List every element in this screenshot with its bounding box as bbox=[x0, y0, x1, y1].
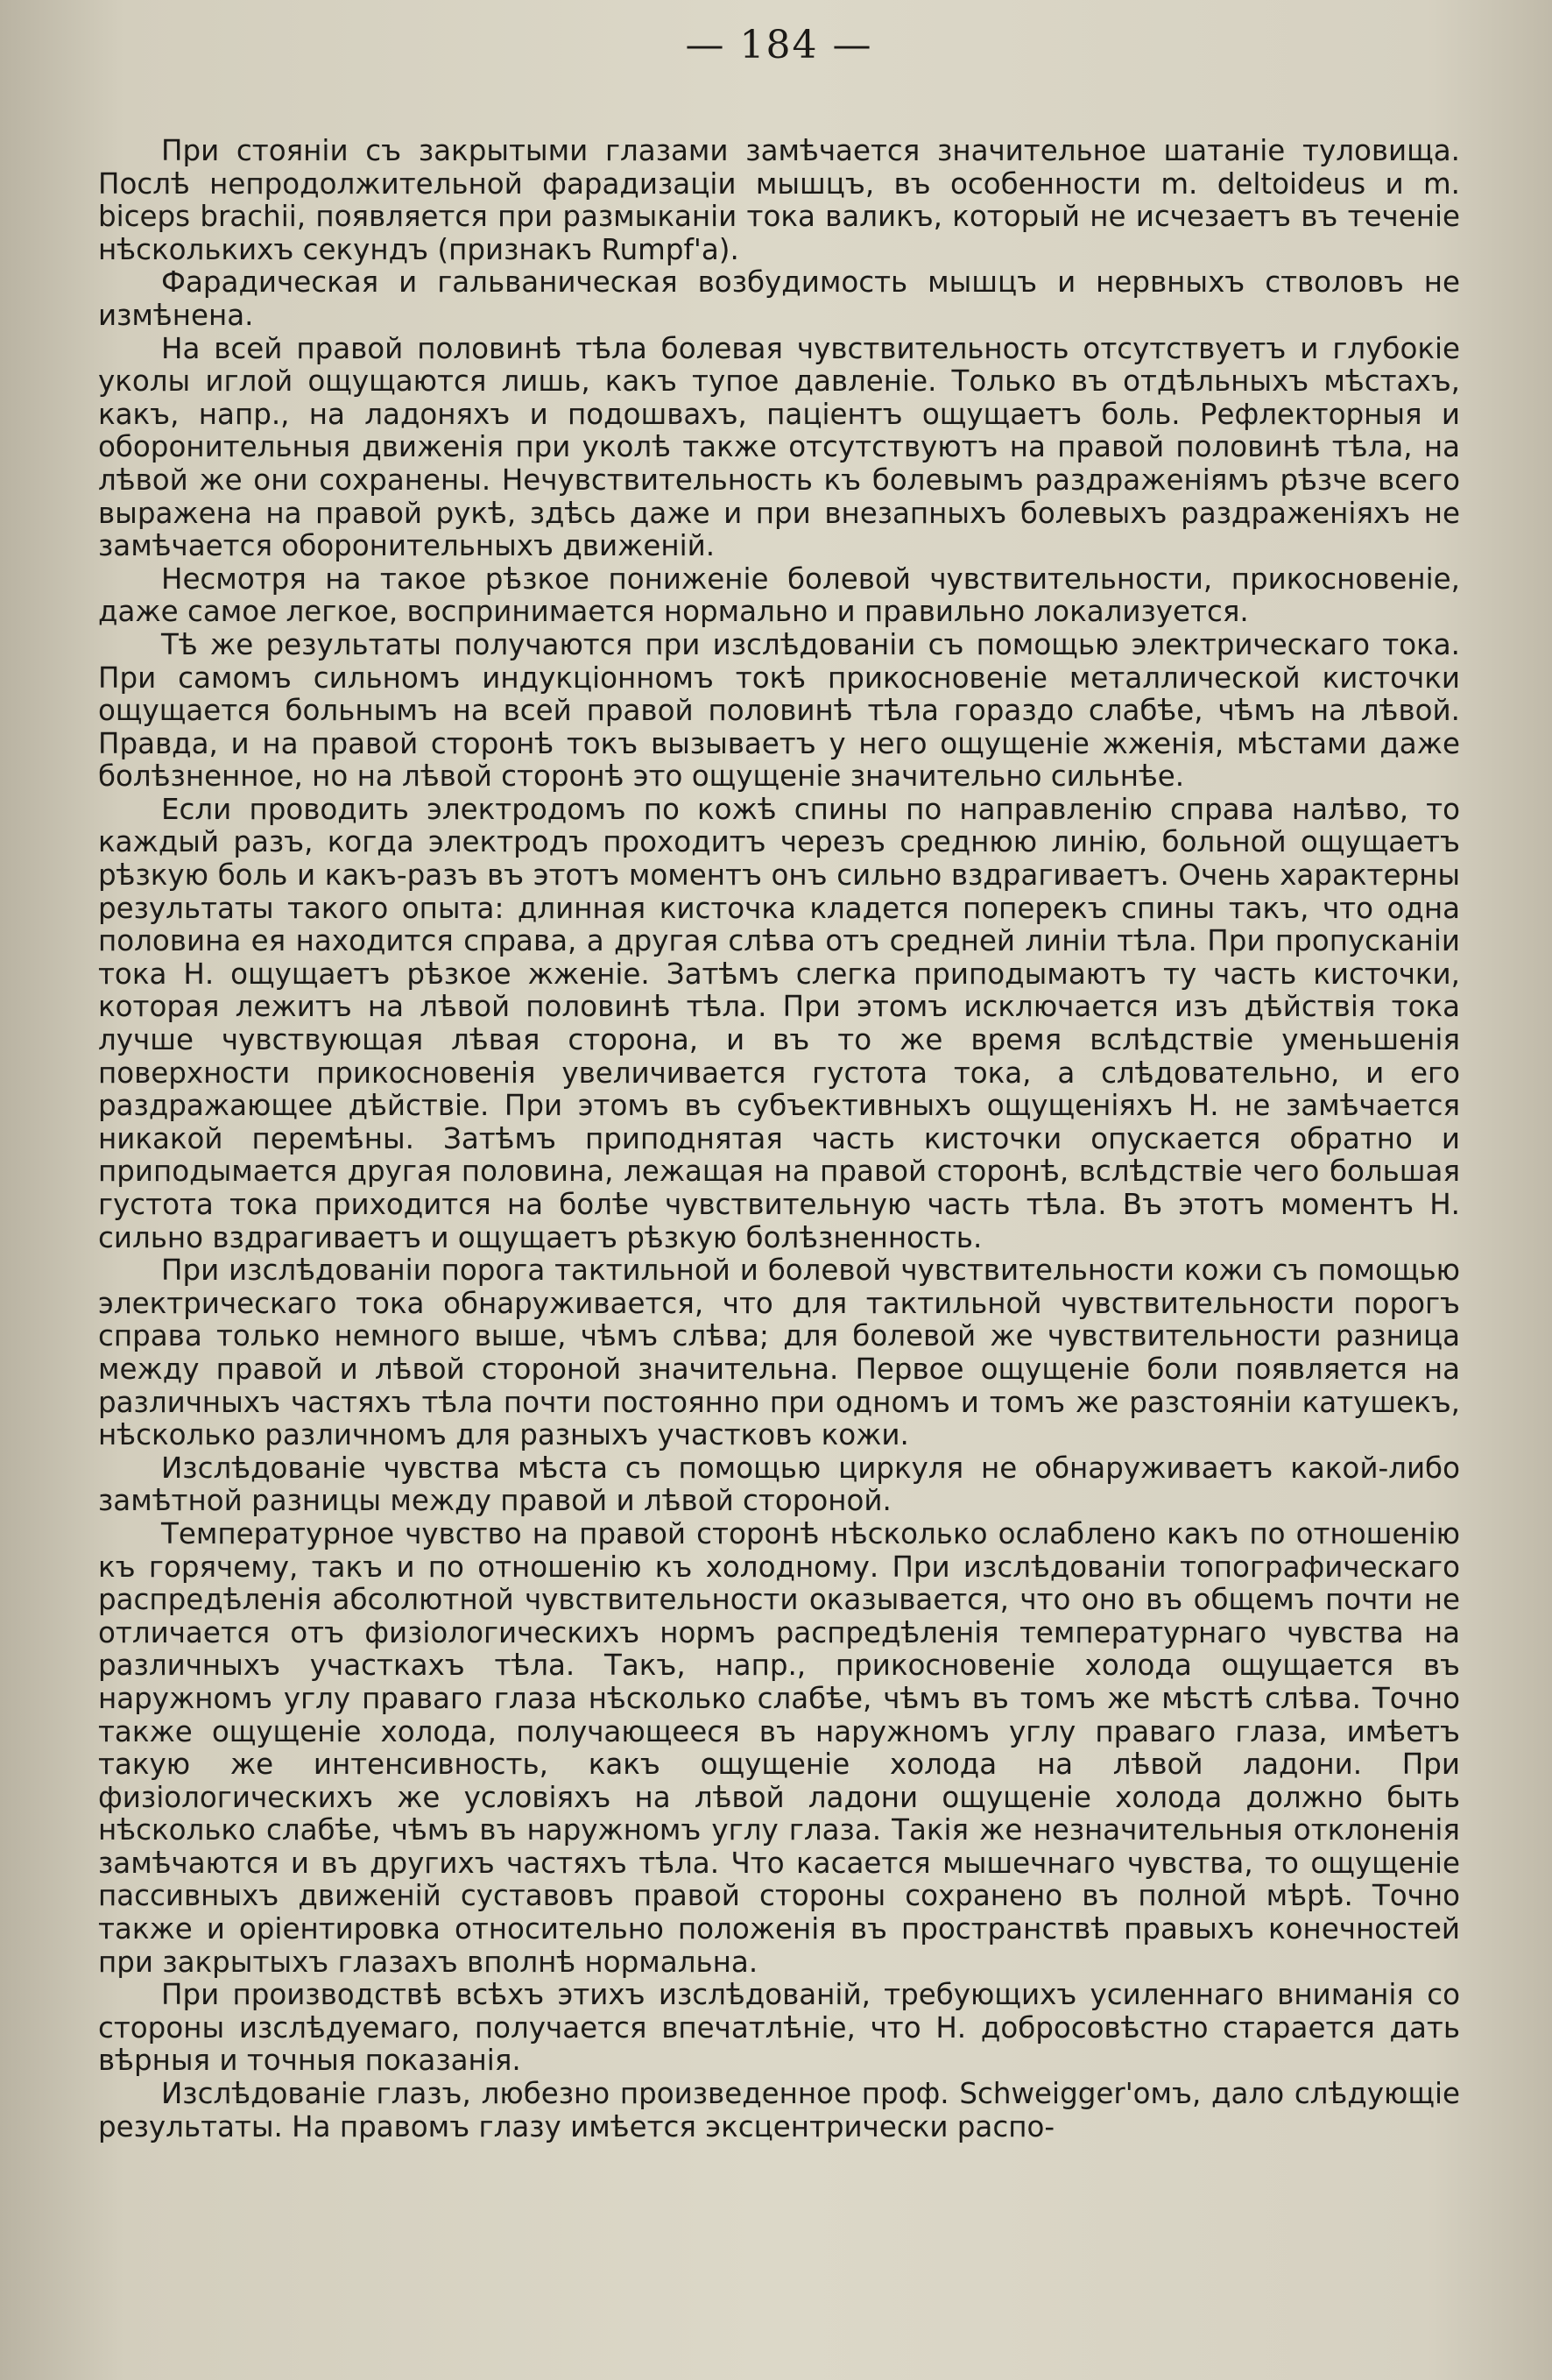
page-number: — 184 — bbox=[685, 23, 873, 67]
paragraph-4: Несмотря на такое рѣзкое пониженiе болевой чувствительности, прикосновенiе, даже самое легкое, воспринимается нормально и правильно локализуется. bbox=[98, 561, 1460, 629]
paragraph-1: При стоянiи съ закрытыми глазами замѣчается значительное шатанiе туловища. Послѣ непродолжительной фарадизацiи мышцъ, въ особенности m. deltoideus и m. biceps brachii, появляется при размыканiи тока валикъ, который не исчезаетъ въ теченiе нѣсколькихъ секундъ (признакъ Rumpf'a). bbox=[98, 134, 1460, 266]
paragraph-7: При изслѣдованiи порога тактильной и болевой чувствительности кожи съ помощью электрическаго тока обнаруживается, что для тактильной чувствительности порогъ справа только немного выше, чѣмъ слѣва; для болевой же чувствительности разница между правой и лѣвой стороной значительна. Первое ощущенiе боли появляется на различныхъ частяхъ тѣла почти постоянно при одномъ и томъ же разстоянiи катушекъ, нѣсколько различномъ для разныхъ участковъ кожи. bbox=[98, 1254, 1460, 1452]
paragraph-10: При производствѣ всѣхъ этихъ изслѣдованiй, требующихъ усиленнаго вниманiя со стороны изслѣдуемаго, получается впечатлѣнiе, что Н. добросовѣстно старается дать вѣрныя и точныя показанiя. bbox=[98, 1978, 1460, 2078]
paragraph-5: Тѣ же результаты получаются при изслѣдованiи съ помощью электрическаго тока. При самомъ сильномъ индукцiонномъ токѣ прикосновенiе металлической кисточки ощущается больнымъ на всей правой половинѣ тѣла гораздо слабѣе, чѣмъ на лѣвой. Правда, и на правой сторонѣ токъ вызываетъ у него ощущенiе жженiя, мѣстами даже болѣзненное, но на лѣвой сторонѣ это ощущенiе значительно сильнѣе. bbox=[98, 627, 1460, 794]
paragraph-11: Изслѣдованiе глазъ, любезно произведенное проф. Schweigger'омъ, дало слѣдующiе результаты. На правомъ глазу имѣется эксцентрически распо- bbox=[98, 2077, 1460, 2143]
body-text bbox=[98, 135, 1460, 2143]
paragraph-3: На всей правой половинѣ тѣла болевая чувствительность отсутствуетъ и глубокiе уколы иглой ощущаются лишь, какъ тупое давленiе. Только въ отдѣльныхъ мѣстахъ, какъ, напр., на ладоняхъ и подошвахъ, пацiентъ ощущаетъ боль. Рефлекторныя и оборонительныя движенiя при уколѣ также отсутствуютъ на правой половинѣ тѣла, на лѣвой же они сохранены. Нечувствительность къ болевымъ раздраженiямъ рѣзче всего выражена на правой рукѣ, здѣсь даже и при внезапныхъ болевыхъ раздраженiяхъ не замѣчается оборонительныхъ движенiй. bbox=[98, 331, 1460, 563]
paragraph-2: Фарадическая и гальваническая возбудимость мышцъ и нервныхъ стволовъ не измѣнена. bbox=[98, 265, 1460, 332]
paragraph-9: Температурное чувство на правой сторонѣ нѣсколько ослаблено какъ по отношенiю къ горячему, такъ и по отношенiю къ холодному. При изслѣдованiи топографическаго распредѣленiя абсолютной чувствительности оказывается, что оно въ общемъ почти не отличается отъ физiологическихъ нормъ распредѣленiя температурнаго чувства на различныхъ участкахъ тѣла. Такъ, напр., прикосновенiе холода ощущается въ наружномъ углу праваго глаза нѣсколько слабѣе, чѣмъ въ томъ же мѣстѣ слѣва. Точно также ощущенiе холода, получающееся въ наружномъ углу праваго глаза, имѣетъ такую же интенсивность, какъ ощущенiе холода на лѣвой ладони. При физiологическихъ же условiяхъ на лѣвой ладони ощущенiе холода должно быть нѣсколько слабѣе, чѣмъ въ наружномъ углу глаза. Такiя же незначительныя отклоненiя замѣчаются и въ другихъ частяхъ тѣла. Что касается мышечнаго чувства, то ощущенiе пассивныхъ движенiй суставовъ правой стороны сохранено въ полной мѣрѣ. Точно также и орiентировка относительно положенiя въ пространствѣ правыхъ конечностей при закрытыхъ глазахъ вполнѣ нормальна. bbox=[98, 1516, 1460, 1979]
paragraph-6: Если проводить электродомъ по кожѣ спины по направленiю справа налѣво, то каждый разъ, когда электродъ проходитъ черезъ среднюю линiю, больной ощущаетъ рѣзкую боль и какъ-разъ въ этотъ моментъ онъ сильно вздрагиваетъ. Очень характерны результаты такого опыта: длинная кисточка кладется поперекъ спины такъ, что одна половина ея находится справа, а другая слѣва отъ средней линiи тѣла. При пропусканiи тока Н. ощущаетъ рѣзкое жженiе. Затѣмъ слегка приподымаютъ ту часть кисточки, которая лежитъ на лѣвой половинѣ тѣла. При этомъ исключается изъ дѣйствiя тока лучше чувствующая лѣвая сторона, и въ то же время вслѣдствiе уменьшенiя поверхности прикосновенiя увеличивается густота тока, а слѣдовательно, и его раздражающее дѣйствiе. При этомъ въ субъективныхъ ощущенiяхъ Н. не замѣчается никакой перемѣны. Затѣмъ приподнятая часть кисточки опускается обратно и приподымается другая половина, лежащая на правой сторонѣ, вслѣдствiе чего большая густота тока приходится на болѣе чувствительную часть тѣла. Въ этотъ моментъ Н. сильно вздрагиваетъ и ощущаетъ рѣзкую болѣзненность. bbox=[98, 792, 1460, 1254]
paragraph-8: Изслѣдованiе чувства мѣста съ помощью циркуля не обнаруживаетъ какой-либо замѣтной разницы между правой и лѣвой стороной. bbox=[98, 1451, 1460, 1518]
